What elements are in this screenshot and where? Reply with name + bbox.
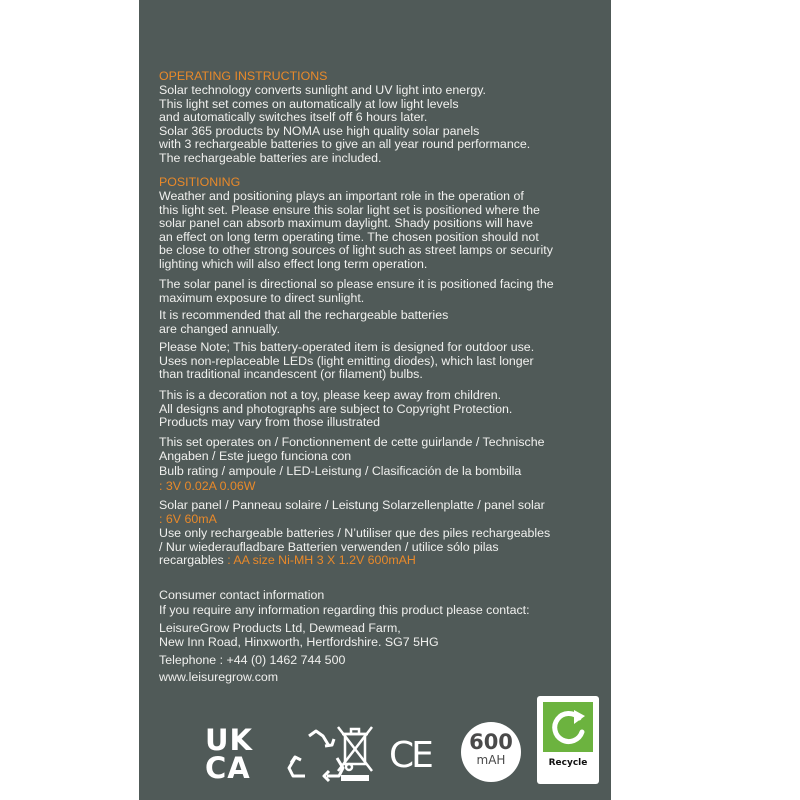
- contact-intro: If you require any information regarding this product please contact:: [159, 603, 530, 617]
- recycle-label: Recycle: [548, 758, 588, 768]
- battery-label: Use only rechargeable batteries / N’utiliser que des piles rechargeables / Nur wiederaufladbare Batterien verwenden / utilice sólo pilas recargables: [159, 526, 551, 568]
- battery-value: : AA size Ni-MH 3 X 1.2V 600mAH: [223, 553, 416, 568]
- recycle-green-tile: [543, 702, 593, 752]
- solar-panel-label: Solar panel / Panneau solaire / Leistung Solarzellenplatte / panel solar: [159, 498, 545, 512]
- bulb-rating-value: : 3V 0.02A 0.06W: [159, 479, 256, 493]
- battery-spec: [159, 527, 609, 568]
- contact-website: www.leisuregrow.com: [159, 670, 279, 684]
- positioning-para-2: The solar panel is directional so please ensure it is positioned facing the maximum exposure to direct sunlight.: [159, 277, 554, 305]
- operating-body: Solar technology converts sunlight and UV light into energy. This light set comes on automatically at low light levels and automatically switches itself off 6 hours later. Solar 365 products by NOMA use high quality solar panels with 3 rechargeable batteries to give an all year round performance. The rechargeable batteries are included.: [159, 83, 531, 165]
- capacity-badge-icon: [461, 722, 521, 782]
- positioning-heading: POSITIONING: [159, 175, 241, 189]
- positioning-para-6: This set operates on / Fonctionnement de cette guirlande / Technische Angaben / Este juego funciona con: [159, 435, 545, 463]
- solar-panel-value: : 6V 60mA: [159, 512, 217, 526]
- contact-heading: Consumer contact information: [159, 588, 325, 602]
- positioning-para-1: Weather and positioning plays an important role in the operation of this light set. Please ensure this solar light set is positioned where the solar panel can absorb maximum daylight. Shady positions will have an effect on long term operating time. The chosen position should not be close to other strong sources of light such as street lamps or security lighting which will also effect long term operation.: [159, 189, 553, 271]
- recycle-badge: [537, 696, 599, 784]
- ukca-mark-icon: UK CA: [205, 723, 254, 785]
- contact-address: LeisureGrow Products Ltd, Dewmead Farm, New Inn Road, Hinxworth, Hertfordshire. SG7 5HG: [159, 621, 439, 649]
- instruction-panel: [139, 0, 611, 800]
- positioning-para-4: Please Note; This battery-operated item is designed for outdoor use. Uses non-replaceable LEDs (light emitting diodes), which last longer than traditional incandescent (or filament) bulbs.: [159, 340, 535, 382]
- operating-heading: OPERATING INSTRUCTIONS: [159, 69, 328, 83]
- ce-mark-icon: CE: [389, 735, 431, 776]
- capacity-value: 600: [469, 730, 513, 754]
- positioning-para-5: This is a decoration not a toy, please keep away from children. All designs and photographs are subject to Copyright Protection. Products may vary from those illustrated: [159, 388, 513, 430]
- recycle-arrow-icon: [543, 702, 593, 752]
- certification-marks: [139, 690, 611, 790]
- contact-telephone: Telephone : +44 (0) 1462 744 500: [159, 653, 346, 667]
- crossed-wheelie-bin-icon: [335, 724, 375, 782]
- positioning-para-3: It is recommended that all the rechargeable batteries are changed annually.: [159, 308, 449, 336]
- bulb-rating-label: Bulb rating / ampoule / LED-Leistung / Clasificación de la bombilla: [159, 464, 522, 478]
- capacity-unit: mAH: [476, 753, 506, 767]
